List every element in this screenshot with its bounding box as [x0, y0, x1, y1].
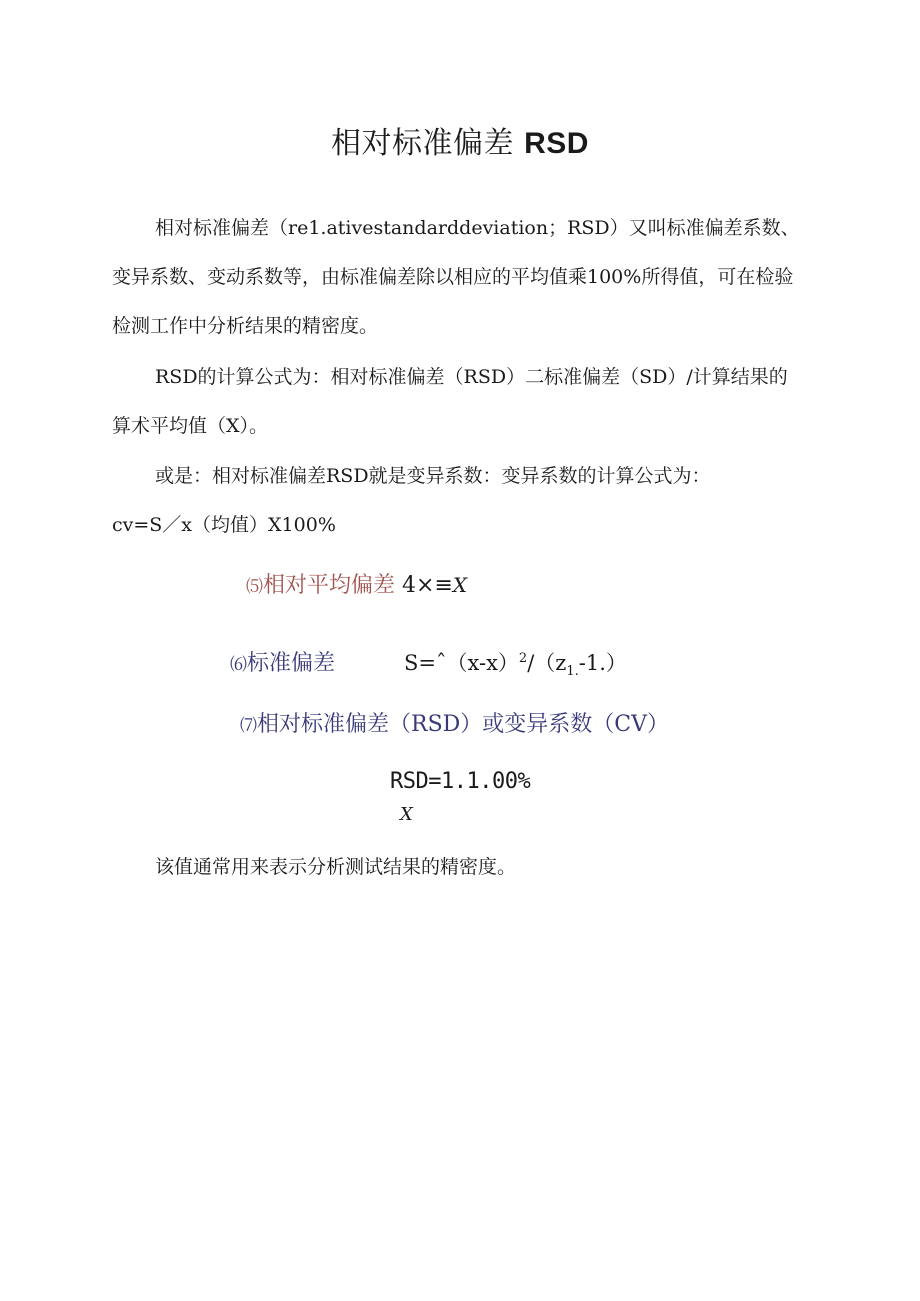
- paragraph-cv: [112, 452, 804, 550]
- formula-6-expr-b: /（z: [527, 651, 567, 675]
- formula-5-label: 相对平均偏差: [263, 573, 396, 598]
- formula-5-expr-main: 4×≡: [402, 573, 453, 598]
- formula-5-expression: [402, 573, 467, 598]
- formula-6-expr-c: -1.）: [578, 651, 627, 675]
- formula-5-number: ⑸: [246, 577, 263, 597]
- rsd-formula-denominator: X: [400, 804, 413, 825]
- formula-relative-mean-deviation: [246, 568, 467, 599]
- formula-5-expr-var: X: [452, 573, 468, 597]
- formula-6-expr-a: S=ˆ（x-x）: [404, 651, 519, 675]
- rsd-formula-numerator: RSD=1.1.00%: [390, 769, 531, 794]
- formula-6-expr-sub: 1.: [566, 664, 579, 680]
- formula-7-number: ⑺: [240, 716, 257, 736]
- paragraph-cv-line2: cv=S／x（均值）X100%: [112, 514, 336, 536]
- formula-rsd-cv-heading: [240, 707, 669, 738]
- formula-standard-deviation: [230, 646, 627, 679]
- formula-6-expression: [404, 647, 627, 679]
- formula-6-expr-sup: 2: [518, 651, 528, 666]
- formula-7-label: 相对标准偏差（RSD）或变异系数（CV）: [257, 712, 669, 737]
- title-cn: 相对标准偏差: [331, 126, 515, 161]
- formula-6-number: ⑹: [230, 655, 247, 675]
- page-title: [0, 118, 920, 162]
- paragraph-definition: 相对标准偏差（re1.ativestandarddeviation；RSD）又叫标准偏差系数、变异系数、变动系数等，由标准偏差除以相应的平均值乘100%所得值，可在检验检测工作中分析结果的精密度。: [112, 217, 800, 337]
- paragraph-formula-rsd: RSD的计算公式为：相对标准偏差（RSD）二标准偏差（SD）/计算结果的算术平均值（X）。: [112, 366, 788, 437]
- formula-6-label: 标准偏差: [247, 651, 336, 676]
- paragraph-cv-line1: 或是：相对标准偏差RSD就是变异系数：变异系数的计算公式为：: [155, 465, 711, 487]
- title-latin: RSD: [524, 127, 589, 160]
- paragraph-conclusion: 该值通常用来表示分析测试结果的精密度。: [155, 856, 517, 878]
